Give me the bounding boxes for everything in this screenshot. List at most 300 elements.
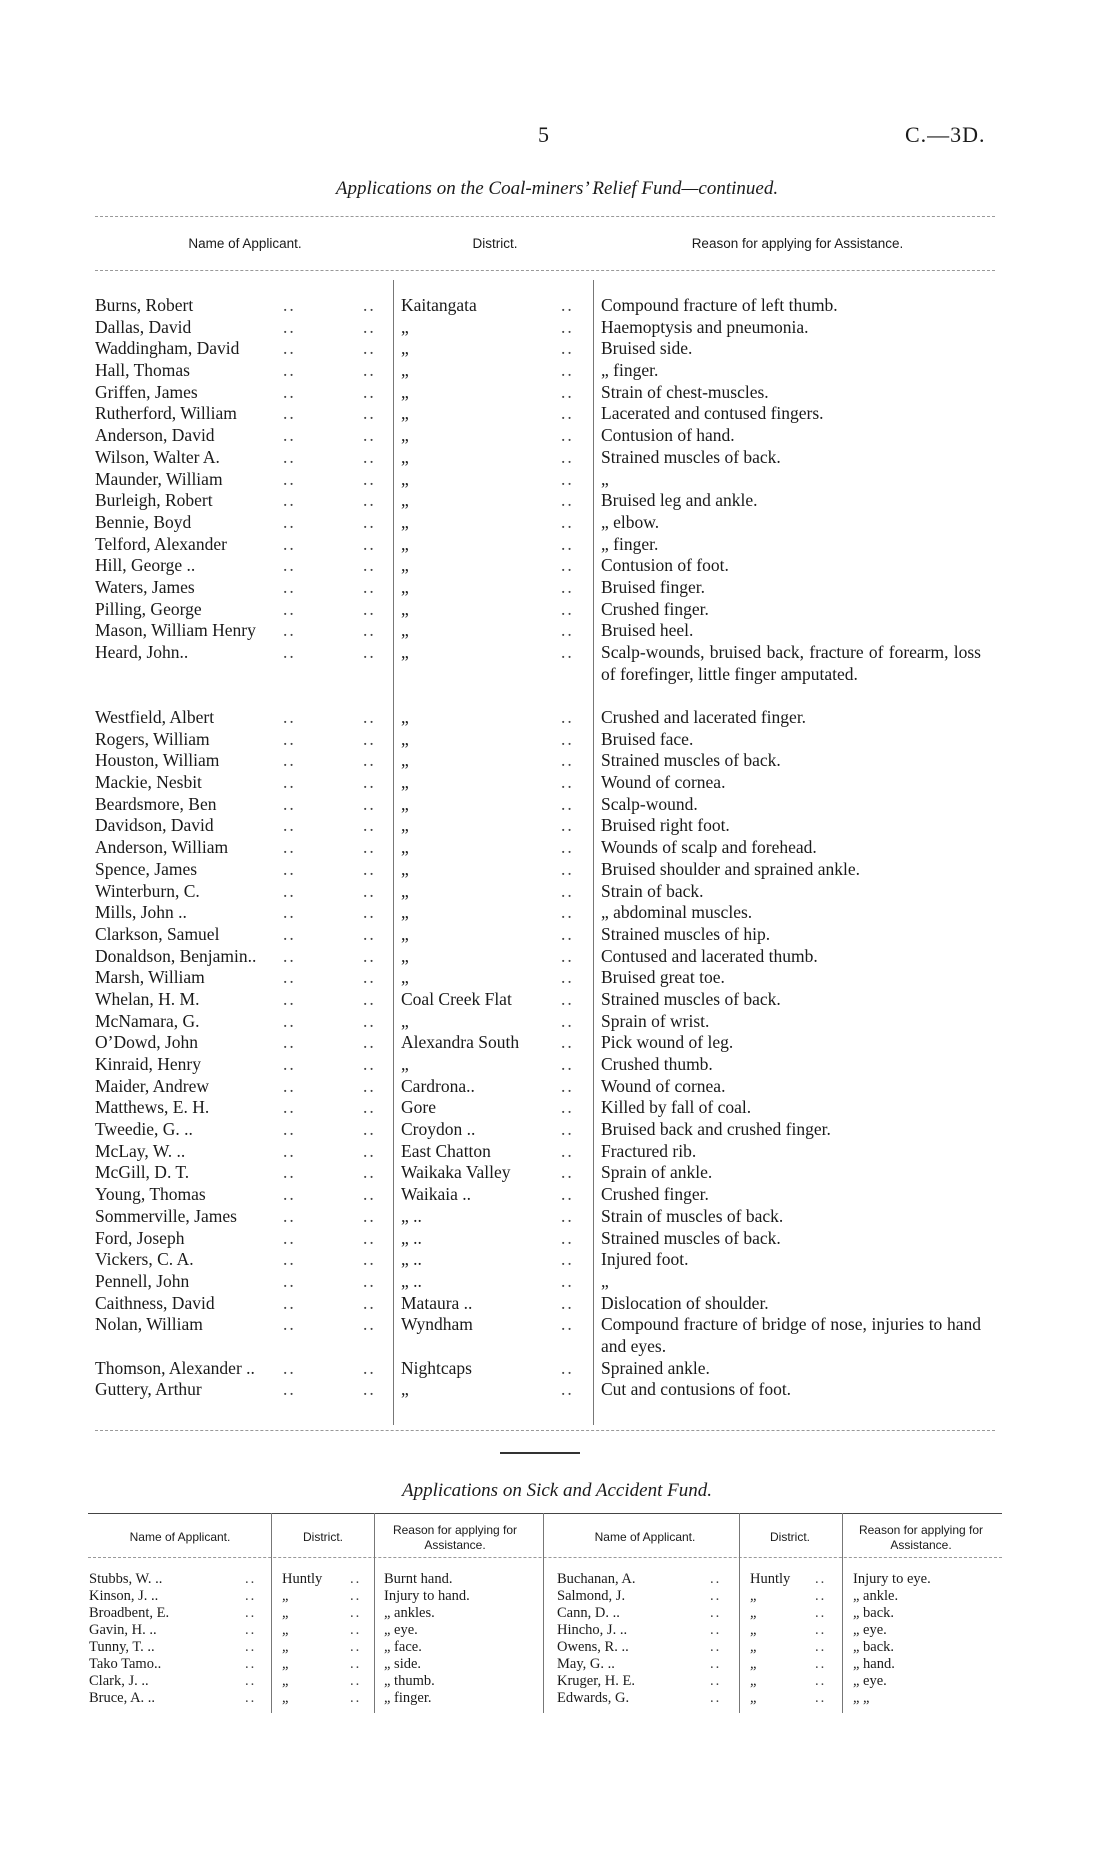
leader-dots: .. bbox=[815, 1639, 827, 1655]
sick-col-name-right: Name of Applicant. bbox=[594, 1530, 696, 1544]
leader-dots: .. bbox=[561, 815, 574, 836]
applicant-name: Guttery, Arthur bbox=[95, 1379, 202, 1400]
district: „ bbox=[401, 338, 409, 359]
applicant-name: Gavin, H. .. bbox=[89, 1622, 157, 1638]
coal-table-row bbox=[0, 317, 1114, 339]
leader-dots: .. bbox=[561, 338, 574, 359]
leader-dots: .. bbox=[283, 815, 296, 836]
leader-dots: .. bbox=[283, 1075, 296, 1096]
leader-dots: .. bbox=[710, 1571, 722, 1587]
reason: Scalp-wound. bbox=[601, 793, 698, 814]
applicant-name: Wilson, Walter A. bbox=[95, 446, 220, 467]
leader-dots: .. bbox=[283, 750, 296, 771]
applicant-name: Marsh, William bbox=[95, 967, 205, 988]
leader-dots: .. bbox=[283, 1054, 296, 1074]
coal-table-row bbox=[0, 1314, 1114, 1357]
applicant-name: Buchanan, A. bbox=[557, 1571, 636, 1587]
coal-table-row bbox=[0, 859, 1114, 881]
leader-dots: .. bbox=[283, 880, 296, 901]
coal-table-row bbox=[0, 1228, 1114, 1250]
leader-dots: .. bbox=[561, 1075, 574, 1096]
leader-dots: .. bbox=[283, 1205, 296, 1226]
leader-dots: .. bbox=[561, 1054, 574, 1074]
district: „ bbox=[401, 880, 409, 901]
reason: Crushed and lacerated finger. bbox=[601, 707, 807, 727]
leader-dots: .. bbox=[283, 295, 296, 315]
leader-dots: .. bbox=[710, 1622, 722, 1638]
coal-col-reason-header: Reason for applying for Assistance. bbox=[691, 236, 904, 251]
district: „ bbox=[401, 446, 409, 467]
coal-table-row bbox=[0, 1097, 1114, 1119]
district: „ bbox=[282, 1605, 289, 1621]
reason: Strain of back. bbox=[601, 880, 704, 901]
leader-dots: .. bbox=[363, 642, 376, 662]
district: „ bbox=[282, 1588, 289, 1604]
leader-dots: .. bbox=[350, 1690, 362, 1706]
leader-dots: .. bbox=[561, 988, 574, 1009]
reason: Bruised heel. bbox=[601, 620, 694, 641]
reason: Sprain of ankle. bbox=[601, 1162, 713, 1183]
reason: Compound fracture of bridge of nose, injuries to hand and eyes. bbox=[601, 1314, 981, 1356]
coal-header-rule bbox=[95, 270, 995, 271]
reason: „ side. bbox=[384, 1656, 422, 1672]
applicant-name: Caithness, David bbox=[95, 1292, 215, 1313]
leader-dots: .. bbox=[710, 1605, 722, 1621]
sick-col-reason-right: Reason for applying for Assistance. bbox=[858, 1523, 984, 1552]
leader-dots: .. bbox=[561, 1270, 574, 1291]
leader-dots: .. bbox=[363, 316, 376, 337]
applicant-name: Bennie, Boyd bbox=[95, 511, 192, 532]
coal-table-row bbox=[0, 750, 1114, 772]
leader-dots: .. bbox=[363, 967, 376, 988]
coal-table-row bbox=[0, 707, 1114, 729]
leader-dots: .. bbox=[283, 772, 296, 793]
district: „ bbox=[401, 772, 409, 793]
applicant-name: Kinraid, Henry bbox=[95, 1054, 201, 1074]
leader-dots: .. bbox=[363, 772, 376, 793]
reason: Crushed finger. bbox=[601, 1184, 709, 1205]
coal-table-row bbox=[0, 1358, 1114, 1380]
leader-dots: .. bbox=[815, 1656, 827, 1672]
leader-dots: .. bbox=[283, 1227, 296, 1248]
district: „ bbox=[750, 1639, 757, 1655]
sick-table-row bbox=[0, 1588, 1114, 1605]
leader-dots: .. bbox=[283, 1032, 296, 1053]
page-number: 5 bbox=[538, 122, 549, 147]
leader-dots: .. bbox=[350, 1588, 362, 1604]
leader-dots: .. bbox=[363, 793, 376, 814]
sick-col-district-left: District. bbox=[303, 1530, 343, 1544]
leader-dots: .. bbox=[561, 772, 574, 793]
applicant-name: Mills, John .. bbox=[95, 902, 187, 923]
applicant-name: Davidson, David bbox=[95, 815, 214, 836]
district: Mataura .. bbox=[401, 1292, 473, 1313]
district: Waikaia .. bbox=[401, 1184, 472, 1205]
leader-dots: .. bbox=[283, 967, 296, 988]
sick-table-row bbox=[0, 1690, 1114, 1707]
leader-dots: .. bbox=[561, 902, 574, 923]
district: „ bbox=[401, 728, 409, 749]
leader-dots: .. bbox=[363, 858, 376, 879]
leader-dots: .. bbox=[561, 1357, 574, 1378]
leader-dots: .. bbox=[815, 1571, 827, 1587]
sick-top-rule bbox=[88, 1513, 1002, 1514]
applicant-name: Sommerville, James bbox=[95, 1205, 237, 1226]
sick-table-body bbox=[0, 1571, 1114, 1707]
reason: Wound of cornea. bbox=[601, 772, 726, 793]
leader-dots: .. bbox=[283, 728, 296, 749]
district: Huntly bbox=[282, 1571, 323, 1587]
coal-table-row bbox=[0, 946, 1114, 968]
leader-dots: .. bbox=[350, 1639, 362, 1655]
reason: Strained muscles of back. bbox=[601, 988, 781, 1009]
leader-dots: .. bbox=[561, 750, 574, 771]
district: „ bbox=[401, 403, 409, 424]
applicant-name: Kinson, J. .. bbox=[89, 1588, 159, 1604]
leader-dots: .. bbox=[283, 858, 296, 879]
district: Wyndham bbox=[401, 1314, 473, 1335]
leader-dots: .. bbox=[283, 1357, 296, 1378]
applicant-name: Maider, Andrew bbox=[95, 1075, 209, 1096]
applicant-name: Mackie, Nesbit bbox=[95, 772, 202, 793]
leader-dots: .. bbox=[363, 425, 376, 446]
district: „ bbox=[401, 642, 409, 662]
coal-table-row bbox=[0, 1162, 1114, 1184]
leader-dots: .. bbox=[561, 967, 574, 988]
leader-dots: .. bbox=[283, 1010, 296, 1031]
leader-dots: .. bbox=[710, 1656, 722, 1672]
leader-dots: .. bbox=[245, 1622, 257, 1638]
applicant-name: Hill, George .. bbox=[95, 555, 196, 576]
reason: Crushed thumb. bbox=[601, 1054, 713, 1074]
coal-table-row bbox=[0, 1076, 1114, 1098]
leader-dots: .. bbox=[245, 1571, 257, 1587]
leader-dots: .. bbox=[283, 793, 296, 814]
coal-table-row bbox=[0, 447, 1114, 469]
leader-dots: .. bbox=[561, 1010, 574, 1031]
coal-table-row bbox=[0, 577, 1114, 599]
leader-dots: .. bbox=[561, 1227, 574, 1248]
district: „ bbox=[401, 837, 409, 858]
leader-dots: .. bbox=[283, 446, 296, 467]
leader-dots: .. bbox=[561, 1249, 574, 1270]
leader-dots: .. bbox=[363, 555, 376, 576]
district: „ bbox=[401, 793, 409, 814]
district: „ bbox=[401, 576, 409, 597]
reason: „ face. bbox=[384, 1639, 422, 1655]
sick-table-row bbox=[0, 1656, 1114, 1673]
applicant-name: Tweedie, G. .. bbox=[95, 1119, 193, 1140]
leader-dots: .. bbox=[363, 1075, 376, 1096]
reason: Scalp-wounds, bruised back, fracture of forearm, loss of forefinger, little finger amputated. bbox=[601, 642, 981, 684]
leader-dots: .. bbox=[283, 338, 296, 359]
applicant-name: Beardsmore, Ben bbox=[95, 793, 217, 814]
applicant-name: Westfield, Albert bbox=[95, 707, 215, 727]
leader-dots: .. bbox=[561, 837, 574, 858]
leader-dots: .. bbox=[363, 1054, 376, 1074]
leader-dots: .. bbox=[363, 576, 376, 597]
district: „ bbox=[401, 533, 409, 554]
district: „ bbox=[401, 620, 409, 641]
sick-table-row bbox=[0, 1622, 1114, 1639]
leader-dots: .. bbox=[561, 533, 574, 554]
leader-dots: .. bbox=[283, 1314, 296, 1335]
leader-dots: .. bbox=[245, 1605, 257, 1621]
applicant-name: Stubbs, W. .. bbox=[89, 1571, 163, 1587]
reason: „ bbox=[601, 468, 609, 489]
leader-dots: .. bbox=[363, 1162, 376, 1183]
applicant-name: Ford, Joseph bbox=[95, 1227, 185, 1248]
sick-header-rule bbox=[88, 1557, 1002, 1558]
reason: Strained muscles of back. bbox=[601, 750, 781, 771]
leader-dots: .. bbox=[363, 1357, 376, 1378]
leader-dots: .. bbox=[710, 1588, 722, 1604]
applicant-name: Waddingham, David bbox=[95, 338, 240, 359]
coal-table-row bbox=[0, 1271, 1114, 1293]
applicant-name: Rogers, William bbox=[95, 728, 210, 749]
reason: Fractured rib. bbox=[601, 1140, 697, 1161]
leader-dots: .. bbox=[561, 598, 574, 619]
coal-bottom-rule bbox=[95, 1430, 995, 1431]
reason: Contused and lacerated thumb. bbox=[601, 945, 818, 966]
applicant-name: Houston, William bbox=[95, 750, 220, 771]
leader-dots: .. bbox=[363, 1314, 376, 1335]
leader-dots: .. bbox=[245, 1673, 257, 1689]
district: „ .. bbox=[401, 1249, 422, 1270]
leader-dots: .. bbox=[363, 1140, 376, 1161]
leader-dots: .. bbox=[561, 1032, 574, 1053]
reason: Killed by fall of coal. bbox=[601, 1097, 752, 1118]
reason: Strained muscles of hip. bbox=[601, 923, 771, 944]
leader-dots: .. bbox=[283, 468, 296, 489]
leader-dots: .. bbox=[363, 1010, 376, 1031]
district: „ bbox=[401, 707, 409, 727]
applicant-name: Owens, R. .. bbox=[557, 1639, 629, 1655]
reason: Bruised side. bbox=[601, 338, 693, 359]
reason: „ eye. bbox=[853, 1622, 887, 1638]
applicant-name: Clark, J. .. bbox=[89, 1673, 149, 1689]
leader-dots: .. bbox=[561, 1205, 574, 1226]
leader-dots: .. bbox=[561, 425, 574, 446]
leader-dots: .. bbox=[283, 555, 296, 576]
reason: „ elbow. bbox=[601, 511, 660, 532]
applicant-name: McNamara, G. bbox=[95, 1010, 200, 1031]
district: „ bbox=[401, 425, 409, 446]
leader-dots: .. bbox=[710, 1690, 722, 1706]
applicant-name: Anderson, William bbox=[95, 837, 229, 858]
coal-table-row bbox=[0, 837, 1114, 859]
district: „ bbox=[401, 555, 409, 576]
leader-dots: .. bbox=[561, 728, 574, 749]
leader-dots: .. bbox=[561, 858, 574, 879]
reason: „ abdominal muscles. bbox=[601, 902, 753, 923]
leader-dots: .. bbox=[283, 1162, 296, 1183]
reason: Strain of muscles of back. bbox=[601, 1205, 784, 1226]
coal-table-row bbox=[0, 1379, 1114, 1401]
reason: „ back. bbox=[853, 1605, 895, 1621]
leader-dots: .. bbox=[283, 381, 296, 402]
district: „ bbox=[401, 381, 409, 402]
reason: Pick wound of leg. bbox=[601, 1032, 734, 1053]
leader-dots: .. bbox=[561, 1140, 574, 1161]
leader-dots: .. bbox=[283, 988, 296, 1009]
leader-dots: .. bbox=[245, 1639, 257, 1655]
leader-dots: .. bbox=[561, 511, 574, 532]
reason: Wound of cornea. bbox=[601, 1075, 726, 1096]
leader-dots: .. bbox=[363, 1184, 376, 1205]
reason: Wounds of scalp and forehead. bbox=[601, 837, 817, 858]
document-code: C.—3D. bbox=[905, 122, 986, 147]
district: „ bbox=[401, 511, 409, 532]
leader-dots: .. bbox=[561, 1162, 574, 1183]
applicant-name: Clarkson, Samuel bbox=[95, 923, 220, 944]
leader-dots: .. bbox=[561, 490, 574, 511]
reason: Bruised leg and ankle. bbox=[601, 490, 758, 511]
reason: Contusion of foot. bbox=[601, 555, 729, 576]
reason: Injury to hand. bbox=[384, 1588, 470, 1604]
applicant-name: Burns, Robert bbox=[95, 295, 194, 315]
coal-table-row bbox=[0, 338, 1114, 360]
leader-dots: .. bbox=[363, 1249, 376, 1270]
leader-dots: .. bbox=[561, 1119, 574, 1140]
leader-dots: .. bbox=[350, 1656, 362, 1672]
applicant-name: O’Dowd, John bbox=[95, 1032, 199, 1053]
applicant-name: Waters, James bbox=[95, 576, 195, 597]
district: Cardrona.. bbox=[401, 1075, 475, 1096]
applicant-name: Matthews, E. H. bbox=[95, 1097, 210, 1118]
leader-dots: .. bbox=[363, 1097, 376, 1118]
applicant-name: Mason, William Henry bbox=[95, 620, 256, 641]
applicant-name: Hincho, J. .. bbox=[557, 1622, 628, 1638]
reason: „ finger. bbox=[601, 360, 659, 381]
leader-dots: .. bbox=[363, 511, 376, 532]
applicant-name: Salmond, J. bbox=[557, 1588, 626, 1604]
sick-col-reason-left: Reason for applying for Assistance. bbox=[392, 1523, 518, 1552]
leader-dots: .. bbox=[561, 1097, 574, 1118]
reason: Sprained ankle. bbox=[601, 1357, 710, 1378]
reason: Strained muscles of back. bbox=[601, 446, 781, 467]
applicant-name: Dallas, David bbox=[95, 316, 192, 337]
district: „ bbox=[750, 1588, 757, 1604]
reason: Bruised finger. bbox=[601, 576, 706, 597]
section-divider bbox=[500, 1452, 580, 1454]
district: „ bbox=[282, 1690, 289, 1706]
district: „ bbox=[750, 1605, 757, 1621]
district: „ .. bbox=[401, 1205, 422, 1226]
leader-dots: .. bbox=[283, 620, 296, 641]
district: Gore bbox=[401, 1097, 436, 1118]
coal-top-rule bbox=[95, 216, 995, 217]
reason: Sprain of wrist. bbox=[601, 1010, 710, 1031]
leader-dots: .. bbox=[245, 1690, 257, 1706]
coal-table-row bbox=[0, 924, 1114, 946]
leader-dots: .. bbox=[363, 533, 376, 554]
applicant-name: Hall, Thomas bbox=[95, 360, 190, 381]
district: „ bbox=[401, 750, 409, 771]
coal-table-row bbox=[0, 967, 1114, 989]
leader-dots: .. bbox=[363, 728, 376, 749]
reason: „ ankles. bbox=[384, 1605, 435, 1621]
reason: Bruised great toe. bbox=[601, 967, 725, 988]
coal-fund-title: Applications on the Coal-miners’ Relief Fund—continued. bbox=[335, 178, 779, 199]
coal-table-row bbox=[0, 360, 1114, 382]
leader-dots: .. bbox=[363, 837, 376, 858]
leader-dots: .. bbox=[561, 295, 574, 315]
reason: „ eye. bbox=[384, 1622, 418, 1638]
coal-table-row bbox=[0, 599, 1114, 621]
applicant-name: McGill, D. T. bbox=[95, 1162, 190, 1183]
leader-dots: .. bbox=[561, 403, 574, 424]
coal-col-district-header: District. bbox=[472, 236, 518, 251]
district: „ bbox=[282, 1622, 289, 1638]
leader-dots: .. bbox=[363, 360, 376, 381]
reason: Injured foot. bbox=[601, 1249, 689, 1270]
leader-dots: .. bbox=[245, 1588, 257, 1604]
leader-dots: .. bbox=[363, 880, 376, 901]
leader-dots: .. bbox=[363, 1205, 376, 1226]
applicant-name: Thomson, Alexander .. bbox=[95, 1357, 255, 1378]
leader-dots: .. bbox=[815, 1673, 827, 1689]
coal-table-row bbox=[0, 989, 1114, 1011]
applicant-name: Kruger, H. E. bbox=[557, 1673, 635, 1689]
leader-dots: .. bbox=[363, 1227, 376, 1248]
sick-table-row bbox=[0, 1571, 1114, 1588]
reason: Bruised shoulder and sprained ankle. bbox=[601, 858, 861, 879]
leader-dots: .. bbox=[283, 1249, 296, 1270]
leader-dots: .. bbox=[363, 620, 376, 641]
leader-dots: .. bbox=[283, 403, 296, 424]
applicant-name: Telford, Alexander bbox=[95, 533, 227, 554]
leader-dots: .. bbox=[363, 490, 376, 511]
district: „ bbox=[401, 490, 409, 511]
reason: Lacerated and contused fingers. bbox=[601, 403, 824, 424]
leader-dots: .. bbox=[363, 468, 376, 489]
reason: „ hand. bbox=[853, 1656, 895, 1672]
leader-dots: .. bbox=[363, 295, 376, 315]
leader-dots: .. bbox=[283, 1292, 296, 1313]
leader-dots: .. bbox=[561, 555, 574, 576]
coal-table-row bbox=[0, 1184, 1114, 1206]
leader-dots: .. bbox=[363, 598, 376, 619]
leader-dots: .. bbox=[363, 338, 376, 359]
district: Coal Creek Flat bbox=[401, 988, 512, 1009]
reason: Crushed finger. bbox=[601, 598, 709, 619]
leader-dots: .. bbox=[363, 381, 376, 402]
leader-dots: .. bbox=[350, 1673, 362, 1689]
leader-dots: .. bbox=[561, 576, 574, 597]
reason: Dislocation of shoulder. bbox=[601, 1292, 769, 1313]
district: „ bbox=[282, 1639, 289, 1655]
leader-dots: .. bbox=[283, 1140, 296, 1161]
coal-table-row bbox=[0, 295, 1114, 317]
leader-dots: .. bbox=[561, 446, 574, 467]
coal-table-body bbox=[0, 295, 1114, 1401]
coal-table-row bbox=[0, 815, 1114, 837]
applicant-name: Tako Tamo.. bbox=[89, 1656, 162, 1672]
applicant-name: Vickers, C. A. bbox=[95, 1249, 194, 1270]
leader-dots: .. bbox=[815, 1622, 827, 1638]
leader-dots: .. bbox=[350, 1571, 362, 1587]
coal-table-row bbox=[0, 425, 1114, 447]
leader-dots: .. bbox=[710, 1639, 722, 1655]
leader-dots: .. bbox=[710, 1673, 722, 1689]
leader-dots: .. bbox=[561, 793, 574, 814]
leader-dots: .. bbox=[363, 1292, 376, 1313]
district: East Chatton bbox=[401, 1140, 491, 1161]
leader-dots: .. bbox=[283, 902, 296, 923]
coal-table-row bbox=[0, 881, 1114, 903]
reason: Bruised right foot. bbox=[601, 815, 730, 836]
